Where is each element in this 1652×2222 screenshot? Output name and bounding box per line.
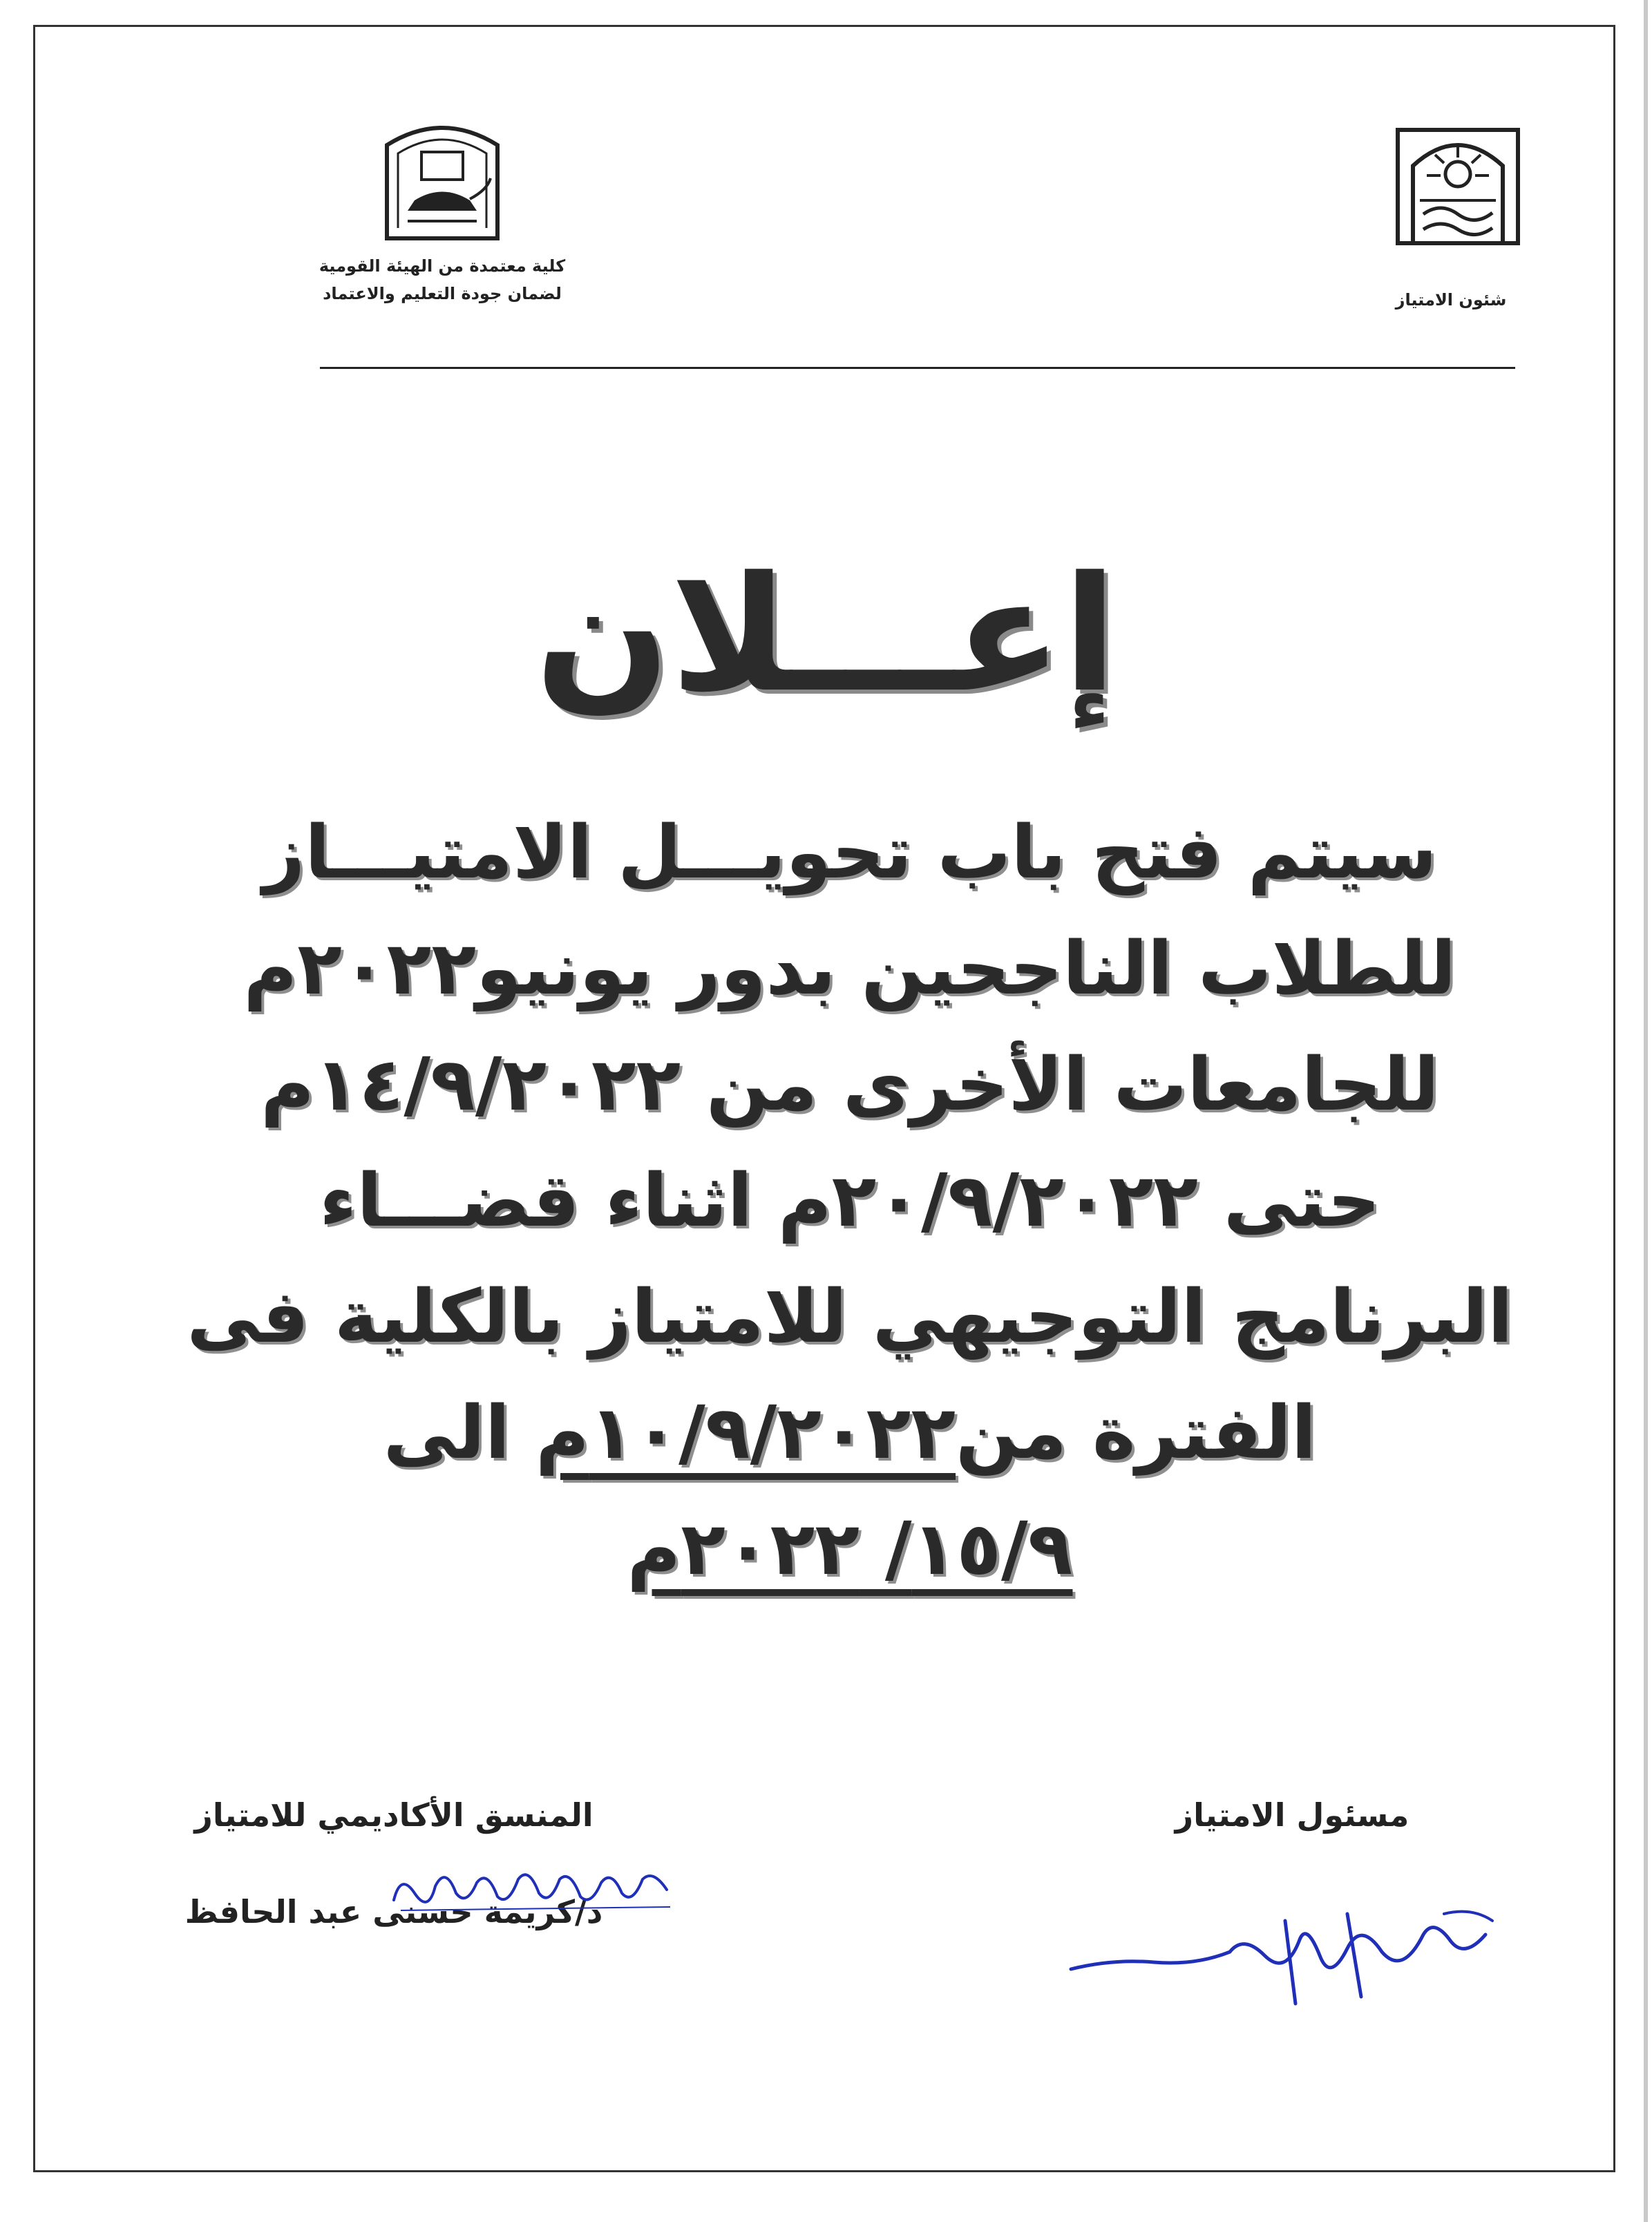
accreditation-line-1: كلية معتمدة من الهيئة القومية [319,256,566,276]
announcement-line-4: حتى ٢٠/٩/٢٠٢٢م اثناء قضـــاء [319,1158,1380,1243]
internship-officer-block [1119,1796,1465,1834]
announcement-body [138,795,1561,1607]
announcement-line-5: البرنامج التوجيهي للامتياز بالكلية فى [187,1274,1513,1359]
internship-officer-title: مسئول الامتياز [1175,1796,1409,1834]
officer-signature-icon [1057,1893,1499,2017]
end-date: ١٥/٩/ ٢٠٢٢م [627,1506,1073,1591]
start-date: ١٠/٩/٢٠٢٢م [535,1390,956,1475]
faculty-accreditation-text [297,252,587,307]
assiut-university-logo-icon [1392,124,1523,249]
announcement-line-3: للجامعات الأخرى من ١٤/٩/٢٠٢٢م [260,1042,1439,1127]
handwritten-phone-number-icon [387,1859,677,1921]
scan-edge [1644,0,1648,2222]
announcement-title: إعـــلان [535,543,1117,728]
announcement-line-6 [138,1375,1561,1491]
university-department-label: شئون الامتياز [1395,290,1507,310]
header-divider [320,367,1515,369]
to-label: الى [383,1390,536,1475]
academic-coordinator-title: المنسق الأكاديمي للامتياز [194,1796,594,1834]
period-label: الفترة من [956,1390,1317,1475]
announcement-line-2: للطلاب الناجحين بدور يونيو٢٠٢٢م [243,926,1456,1011]
announcement-line-1: سيتم فتح باب تحويـــل الامتيـــاز [263,810,1437,895]
announcement-line-7 [138,1491,1561,1607]
accreditation-line-2: لضمان جودة التعليم والاعتماد [323,284,562,303]
faculty-of-nursing-logo-icon [373,117,511,242]
academic-coordinator-name: د/كريمة حسنى عبد الحافظ [184,1893,603,1930]
